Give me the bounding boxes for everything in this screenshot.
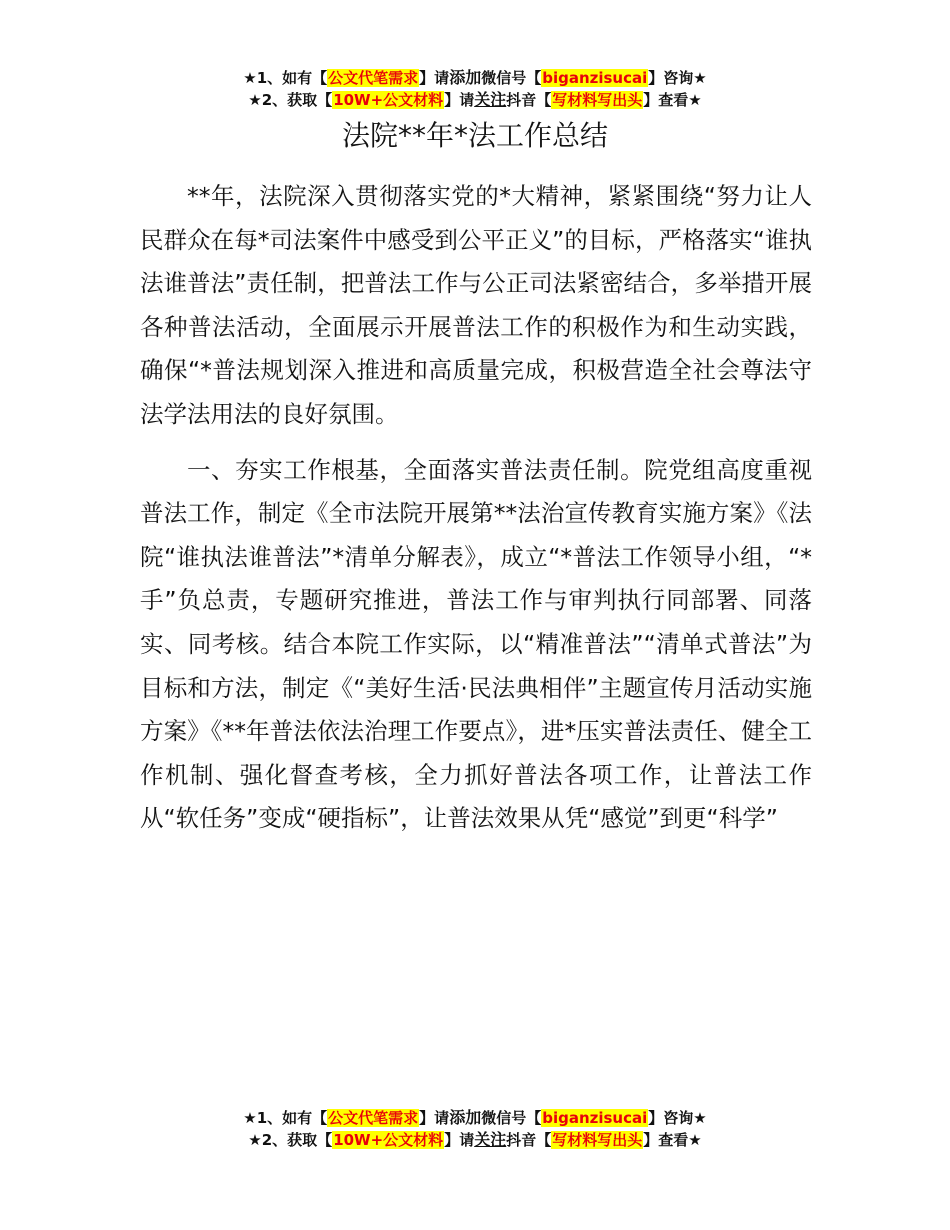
promo-footer [0,1107,950,1151]
promo-text: 微信号【 [481,1109,542,1127]
promo-text: 】请 [444,1131,475,1149]
promo-text: 】查看★ [643,1131,702,1149]
promo-text: 】请 [419,1109,450,1127]
document-body [140,175,812,841]
promo-text: 抖音【 [506,91,552,109]
promo-line-1 [0,1107,950,1129]
promo-line-2 [0,89,950,111]
promo-text: ★2、获取【 [248,91,333,109]
promo-emphasis: 关注 [474,90,507,109]
promo-text: 】请 [444,91,475,109]
promo-highlight: 10W+公文材料 [333,91,444,109]
body-paragraph: **年，法院深入贯彻落实党的*大精神，紧紧围绕“努力让人民群众在每*司法案件中感受到公平正义”的目标，严格落实“谁执法谁普法”责任制，把普法工作与公正司法紧密结合，多举措开展各种普法活动，全面展示开展普法工作的积极作为和生动实践，确保“*普法规划深入推进和高质量完成，积极营造全社会尊法守法学法用法的良好氛围。 [140,182,812,428]
promo-line-1 [0,67,950,89]
promo-highlight: 10W+公文材料 [333,1131,444,1149]
promo-text: 微信号【 [481,69,542,87]
promo-highlight: 公文代笔需求 [328,1109,419,1127]
body-paragraph: 一、夯实工作根基，全面落实普法责任制。院党组高度重视普法工作，制定《全市法院开展第**法治宣传教育实施方案》《法院“谁执法谁普法”*清单分解表》，成立“*普法工作领导小组，“*手”负总责，专题研究推进，普法工作与审判执行同部署、同落实、同考核。结合本院工作实际，以“精准普法”“清单式普法”为目标和方法，制定《“美好生活·民法典相伴”主题宣传月活动实施方案》《**年普法依法治理工作要点》，进*压实普法责任、健全工作机制、强化督查考核，全力抓好普法各项工作，让普法工作从“软任务”变成“硬指标”，让普法效果从凭“感觉”到更“科学” [140,455,812,833]
promo-highlight: 公文代笔需求 [328,69,419,87]
promo-text: 】咨询★ [648,69,707,87]
promo-header [0,67,950,111]
promo-text: ★2、获取【 [248,1131,333,1149]
document-title: 法院**年*法工作总结 [341,119,608,152]
promo-highlight: 写材料写出头 [552,1131,643,1149]
promo-text: ★1、如有【 [243,1109,328,1127]
promo-emphasis: 关注 [474,1130,507,1149]
promo-wechat-id: biganzisucai [542,69,648,87]
promo-text: 】查看★ [643,91,702,109]
promo-emphasis: 添加 [449,68,482,87]
promo-highlight: 写材料写出头 [552,91,643,109]
promo-text: ★1、如有【 [243,69,328,87]
promo-text: 】请 [419,69,450,87]
promo-line-2 [0,1129,950,1151]
promo-text: 抖音【 [506,1131,552,1149]
promo-text: 】咨询★ [648,1109,707,1127]
promo-emphasis: 添加 [449,1108,482,1127]
promo-wechat-id: biganzisucai [542,1109,648,1127]
